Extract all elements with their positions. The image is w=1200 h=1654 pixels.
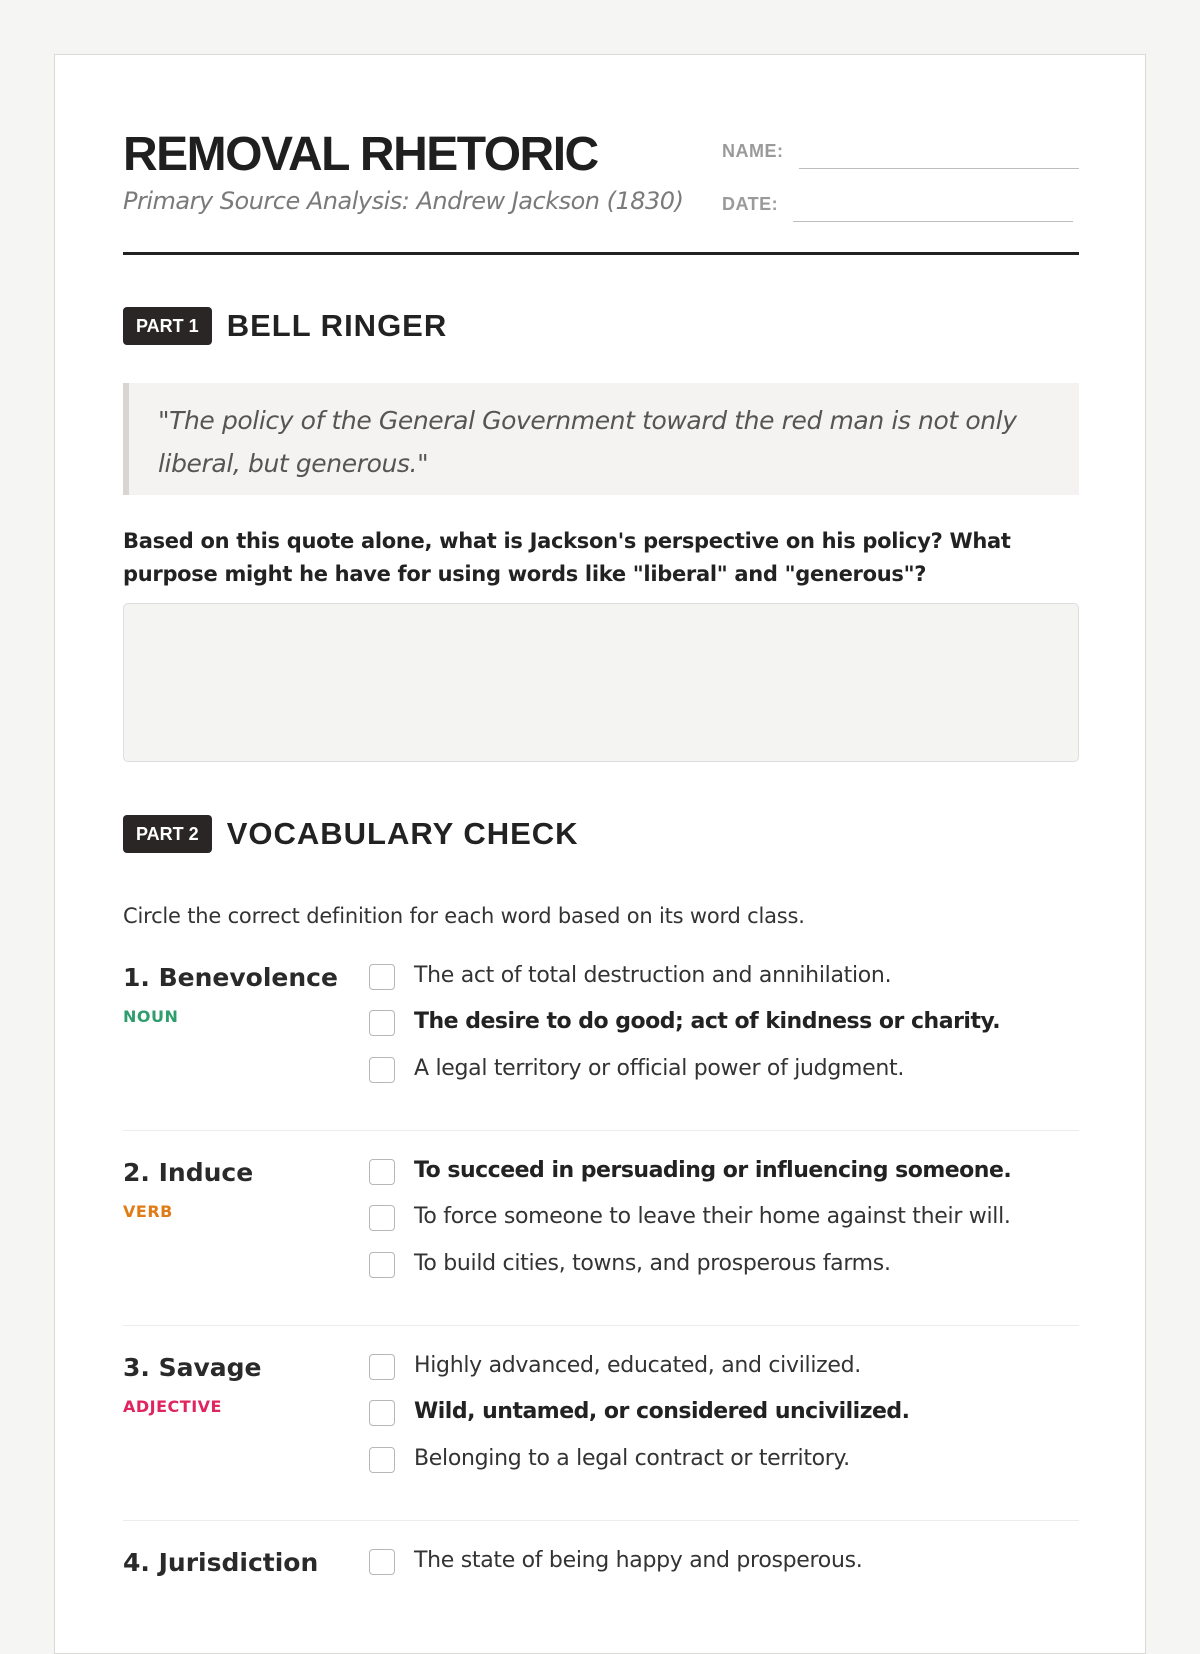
worksheet-title: REMOVAL RHETORIC xyxy=(123,128,598,181)
bell-ringer-question: Based on this quote alone, what is Jackson's perspective on his policy? What purpose might he have for using words like "liberal" and "generous"? xyxy=(123,529,1011,586)
item-divider xyxy=(123,1520,1079,1521)
bell-ringer-answer-box[interactable] xyxy=(123,603,1079,762)
worksheet-subtitle: Primary Source Analysis: Andrew Jackson (1830) xyxy=(123,187,684,215)
option-text: Highly advanced, educated, and civilized. xyxy=(414,1353,861,1378)
part2-header xyxy=(123,814,579,854)
name-label: NAME: xyxy=(722,141,784,161)
header-divider xyxy=(123,252,1079,255)
vocab-instructions: Circle the correct definition for each word based on its word class. xyxy=(123,904,805,928)
part2-badge: PART 2 xyxy=(123,815,212,853)
option-checkbox[interactable] xyxy=(369,1400,395,1426)
word-class-badge: VERB xyxy=(123,1202,173,1221)
option-text: To force someone to leave their home against their will. xyxy=(414,1204,1011,1229)
option-checkbox[interactable] xyxy=(369,1057,395,1083)
option-text: A legal territory or official power of judgment. xyxy=(414,1056,905,1081)
word-class-badge: NOUN xyxy=(123,1007,179,1026)
vocab-word: 3. Savage xyxy=(123,1353,262,1382)
option-checkbox[interactable] xyxy=(369,1205,395,1231)
jackson-quote: "The policy of the General Government toward the red man is not only liberal, but generous." xyxy=(123,383,1079,495)
part1-header xyxy=(123,306,447,346)
option-text: The desire to do good; act of kindness or charity. xyxy=(414,1009,1001,1034)
item-divider xyxy=(123,1130,1079,1131)
word-class-badge: ADJECTIVE xyxy=(123,1397,222,1416)
option-checkbox[interactable] xyxy=(369,1549,395,1575)
option-text: Wild, untamed, or considered uncivilized. xyxy=(414,1399,910,1424)
option-text: To succeed in persuading or influencing someone. xyxy=(414,1158,1012,1183)
option-text: The act of total destruction and annihilation. xyxy=(414,963,892,988)
option-checkbox[interactable] xyxy=(369,1447,395,1473)
date-field[interactable] xyxy=(793,221,1073,222)
option-text: To build cities, towns, and prosperous farms. xyxy=(414,1251,891,1276)
worksheet-page xyxy=(54,54,1146,1654)
name-field[interactable] xyxy=(799,168,1079,169)
vocab-word: 4. Jurisdiction xyxy=(123,1548,319,1577)
part1-title: BELL RINGER xyxy=(226,308,448,343)
vocab-word: 2. Induce xyxy=(123,1158,254,1187)
option-text: Belonging to a legal contract or territory. xyxy=(414,1446,850,1471)
option-checkbox[interactable] xyxy=(369,1159,395,1185)
part1-badge: PART 1 xyxy=(123,307,212,345)
option-checkbox[interactable] xyxy=(369,964,395,990)
option-checkbox[interactable] xyxy=(369,1354,395,1380)
option-checkbox[interactable] xyxy=(369,1252,395,1278)
option-text: The state of being happy and prosperous. xyxy=(414,1548,863,1573)
option-checkbox[interactable] xyxy=(369,1010,395,1036)
date-label: DATE: xyxy=(722,194,779,214)
part2-title: VOCABULARY CHECK xyxy=(226,816,579,851)
vocab-word: 1. Benevolence xyxy=(123,963,338,992)
item-divider xyxy=(123,1325,1079,1326)
